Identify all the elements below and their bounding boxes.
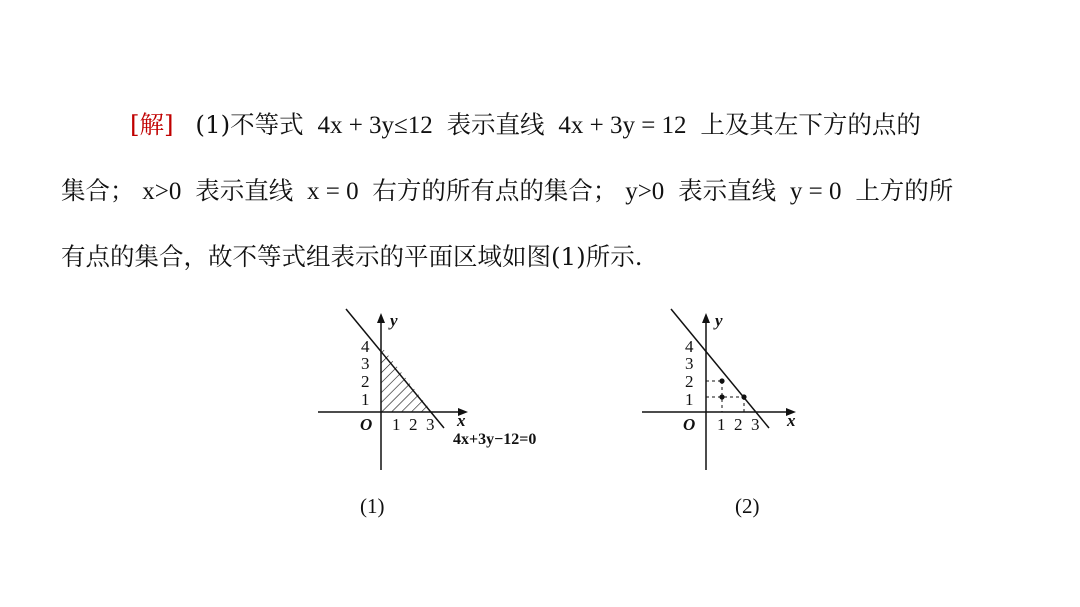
text-segment: 上方的所: [855, 176, 954, 205]
y-axis-label: y: [715, 311, 723, 330]
x-tick-1: 1: [717, 415, 726, 434]
y-axis-label: y: [390, 311, 398, 330]
solution-line-2: [61, 172, 953, 207]
text-segment: (1)不等式: [195, 110, 304, 139]
text-segment: 有点的集合，故不等式组表示的平面区域如图(1)所示.: [61, 242, 643, 271]
text-segment: 上及其左下方的点的: [700, 110, 921, 139]
y-tick-4: 4: [685, 337, 694, 356]
math-x-condition: x>0: [142, 178, 182, 205]
math-inequality: 4x + 3y≤12: [317, 112, 433, 139]
y-tick-1: 1: [361, 390, 370, 409]
dashed-guides: [706, 381, 744, 412]
line-equation-label: 4x+3y−12=0: [453, 431, 537, 448]
y-tick-2: 2: [361, 372, 370, 391]
y-tick-3: 3: [361, 354, 370, 373]
math-line-equation: 4x + 3y = 12: [558, 112, 687, 139]
y-tick-2: 2: [685, 372, 694, 391]
y-axis-arrow-icon: [377, 313, 385, 323]
solution-line-3: [61, 238, 643, 273]
y-tick-4: 4: [361, 337, 370, 356]
math-x-axis-line: x = 0: [307, 178, 359, 205]
figure-1-caption: (1): [360, 494, 385, 518]
y-axis-arrow-icon: [702, 313, 710, 323]
origin-label: O: [683, 415, 696, 434]
figure-2: [635, 305, 815, 475]
shaded-feasible-region: [381, 346, 432, 412]
figure-2-caption: (2): [735, 494, 760, 518]
text-segment: 表示直线: [678, 176, 777, 205]
text-segment: 表示直线: [195, 176, 294, 205]
solution-tag: [解]: [130, 110, 174, 139]
x-tick-3: 3: [426, 415, 435, 434]
y-tick-1: 1: [685, 390, 694, 409]
x-tick-2: 2: [734, 415, 743, 434]
x-axis-label: x: [787, 411, 796, 430]
y-tick-3: 3: [685, 354, 694, 373]
figure-1: [310, 305, 590, 475]
lattice-point-1-2: [719, 378, 724, 383]
x-tick-2: 2: [409, 415, 418, 434]
math-y-axis-line: y = 0: [789, 178, 842, 205]
text-segment: 集合；: [61, 176, 135, 205]
text-segment: 右方的所有点的集合；: [372, 176, 618, 205]
math-y-condition: y>0: [625, 178, 665, 205]
lattice-point-2-1: [741, 394, 746, 399]
lattice-point-1-1: [719, 394, 724, 399]
x-tick-1: 1: [392, 415, 401, 434]
x-axis-label: x: [457, 411, 466, 430]
text-segment: 表示直线: [446, 110, 545, 139]
solution-line-1: [130, 106, 921, 141]
origin-label: O: [360, 415, 373, 434]
x-tick-3: 3: [751, 415, 760, 434]
